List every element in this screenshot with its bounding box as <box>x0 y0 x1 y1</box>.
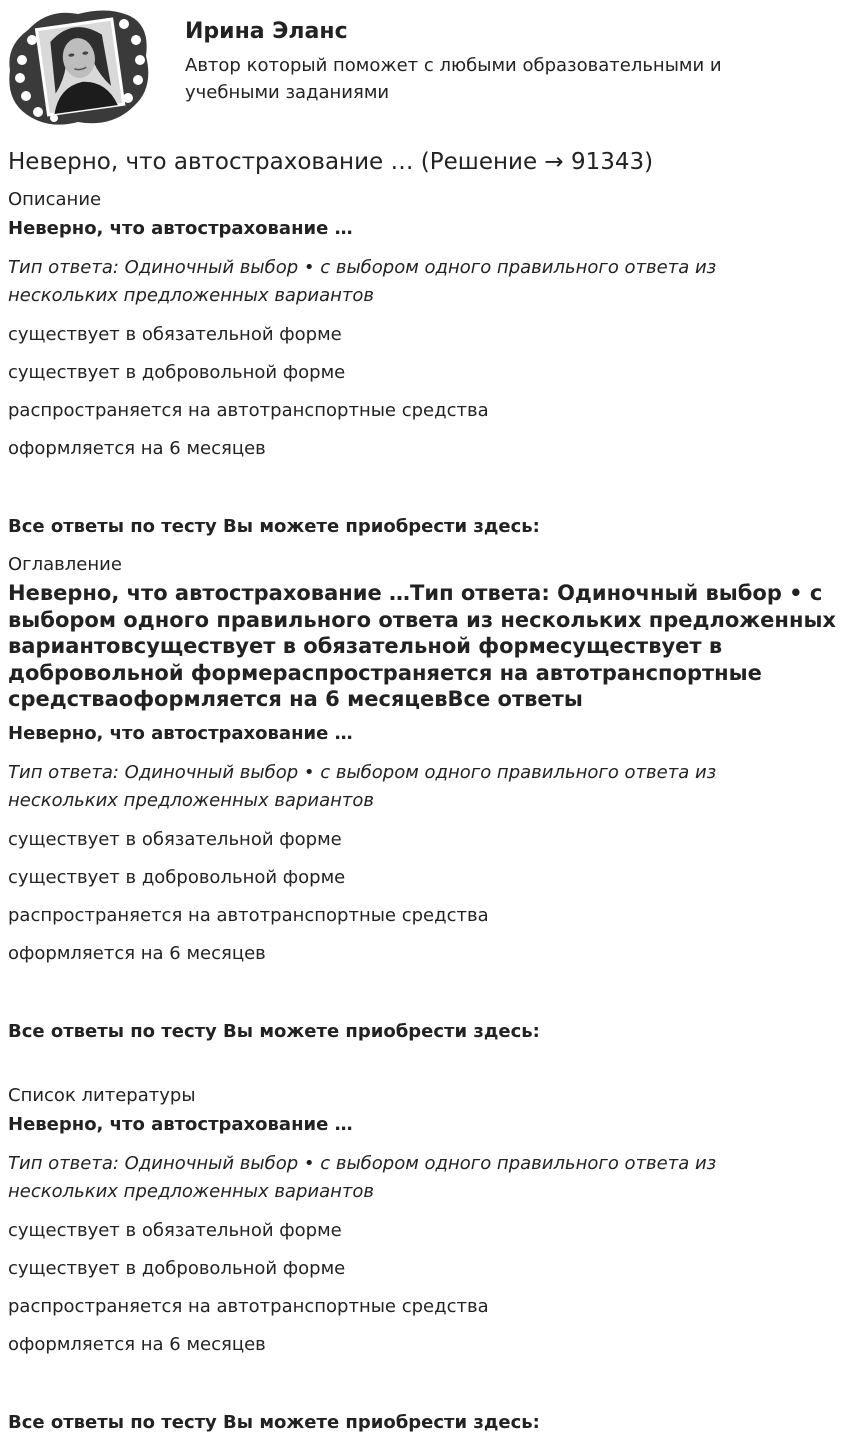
question-title: Неверно, что автострахование … <box>8 1114 353 1135</box>
toc-heading: Неверно, что автострахование …Тип ответа: Одиночный выбор • с выбором одного правильного ответа из нескольких предложенных вариантовсуществует в обязательной формесуществует в добровольной формераспространяется на автотранспортные средстваоформляется на 6 месяцевВсе ответы <box>8 581 836 711</box>
description-section <box>8 187 838 540</box>
question-title: Неверно, что автострахование … <box>8 218 353 239</box>
answer-type: Тип ответа: Одиночный выбор • с выбором одного правильного ответа из нескольких предложенных вариантов <box>8 257 717 306</box>
section-label: Описание <box>8 189 102 210</box>
answer-option: распространяется на автотранспортные средства <box>8 904 489 926</box>
author-description: Автор который поможет с любыми образовательными и учебными заданиями <box>185 55 722 103</box>
buy-answers-text: Все ответы по тесту Вы можете приобрести здесь: <box>8 1020 540 1042</box>
question-title: Неверно, что автострахование … <box>8 722 353 744</box>
answer-type: Тип ответа: Одиночный выбор • с выбором одного правильного ответа из нескольких предложенных вариантов <box>8 1153 717 1202</box>
buy-answers-text: Все ответы по тесту Вы можете приобрести здесь: <box>8 516 540 537</box>
answer-option: существует в обязательной форме <box>8 828 342 850</box>
answer-option: существует в обязательной форме <box>8 324 342 345</box>
page-title: Неверно, что автострахование … (Решение → 91343) <box>8 149 654 175</box>
answer-option: существует в добровольной форме <box>8 362 346 383</box>
answer-option: оформляется на 6 месяцев <box>8 1334 266 1355</box>
answer-type: Тип ответа: Одиночный выбор • с выбором одного правильного ответа из нескольких предложенных вариантов <box>8 761 717 811</box>
section-label: Список литературы <box>8 1085 196 1106</box>
answer-option: существует в добровольной форме <box>8 866 346 888</box>
author-name: Ирина Эланс <box>185 19 348 44</box>
author-avatar <box>8 8 150 126</box>
answer-option: существует в обязательной форме <box>8 1220 342 1241</box>
buy-answers-text: Все ответы по тесту Вы можете приобрести здесь: <box>8 1412 540 1433</box>
answer-option: оформляется на 6 месяцев <box>8 942 266 964</box>
literature-section <box>8 1083 838 1436</box>
answer-option: распространяется на автотранспортные средства <box>8 400 489 421</box>
answer-option: существует в добровольной форме <box>8 1258 346 1279</box>
section-label: Оглавление <box>8 554 122 575</box>
answer-option: распространяется на автотранспортные средства <box>8 1296 489 1317</box>
author-header <box>8 8 838 128</box>
answer-option: оформляется на 6 месяцев <box>8 438 266 459</box>
toc-section <box>8 552 838 1045</box>
